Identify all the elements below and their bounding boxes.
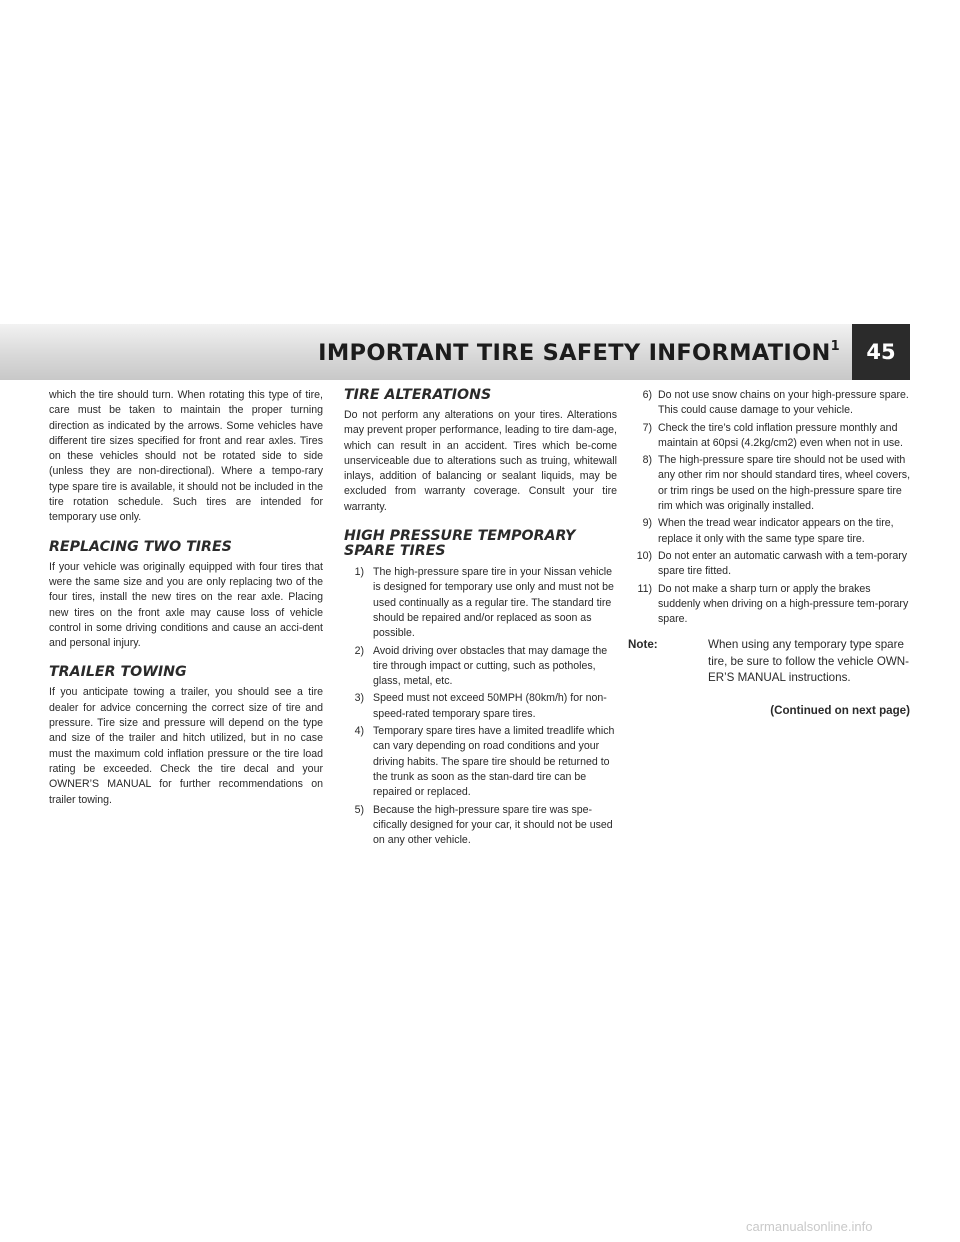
spare-tire-list-part2 — [628, 388, 912, 627]
list-item-text: When the tread wear indicator appears on the tire, replace it only with the same type spare tire. — [658, 517, 894, 545]
list-item-number: 10) — [636, 549, 652, 562]
list-item-number: 8) — [642, 454, 652, 467]
list-item — [628, 549, 912, 580]
list-item — [344, 691, 617, 722]
column-middle — [344, 388, 617, 850]
column-right — [628, 388, 912, 718]
list-item — [628, 582, 912, 628]
list-item-text: Speed must not exceed 50MPH (80km/h) for non-speed-rated temporary spare tires. — [373, 692, 607, 720]
column-left — [49, 388, 323, 808]
replacing-two-tires-paragraph: If your vehicle was originally equipped with four tires that were the same size and you are only replacing two of the four tires, install the new tires on the rear axle. Placing new tires on the front axle may cause loss of vehicle control in some driving conditions and cause an acci-dent and personal injury. — [49, 560, 323, 650]
list-item-text: Avoid driving over obstacles that may damage the tire through impact or cutting, such as potholes, glass, metal, etc. — [373, 644, 608, 688]
list-item-text: The high-pressure spare tire should not be used with any other rim nor should standard tires, wheel covers, or trim rings be used on the high-pressure spare tire rim which was originally installed. — [658, 454, 911, 513]
spare-tires-heading: HIGH PRESSURE TEMPORARY SPARE TIRES — [344, 528, 576, 560]
list-item — [344, 803, 617, 849]
note-text: When using any temporary type spare tire, be sure to follow the vehicle OWN-ER’S MANUAL instructions. — [708, 638, 910, 685]
list-item-number: 1) — [354, 566, 364, 579]
list-item-text: Do not use snow chains on your high-pressure spare. This could cause damage to your vehicle. — [658, 389, 909, 417]
list-item-number: 2) — [354, 644, 364, 657]
note-block — [628, 637, 912, 687]
list-item-text: Temporary spare tires have a limited treadlife which can vary depending on road conditions and your driving habits. The spare tire should be returned to the trunk as soon as the stan-dard tire can be repaired or replaced. — [373, 725, 615, 799]
tire-alterations-heading: TIRE ALTERATIONS — [344, 387, 492, 403]
list-item-text: Do not enter an automatic carwash with a tem-porary spare tire fitted. — [658, 549, 908, 578]
list-item-number: 9) — [642, 517, 652, 530]
list-item — [344, 644, 617, 690]
list-item-number: 6) — [642, 389, 652, 401]
list-item — [344, 724, 617, 800]
replacing-two-tires-heading: REPLACING TWO TIRES — [49, 538, 232, 555]
page-number: 45 — [852, 324, 910, 380]
continued-on-next-page: (Continued on next page) — [770, 703, 910, 717]
list-item-text: The high-pressure spare tire in your Nissan vehicle is designed for temporary use only and must not be used continually as a regular tire. The standard tire should be repaired and/or replaced as soon as possible. — [373, 566, 614, 640]
spare-tire-list-part1 — [344, 565, 617, 848]
list-item — [628, 421, 912, 452]
page-title-text: IMPORTANT TIRE SAFETY INFORMATION — [318, 340, 831, 366]
title-superscript: 1 — [830, 338, 840, 354]
list-item — [344, 565, 617, 641]
list-item-text: Because the high-pressure spare tire was spe-cifically designed for your car, it should not be used on any other vehicle. — [373, 803, 613, 847]
trailer-towing-paragraph: If you anticipate towing a trailer, you should see a tire dealer for advice concerning the correct size of tire and pressure. Tire size and pressure will depend on the type and size of the trailer and hitch utilized, but in no case must the maximum cold inflation pressure or the tire load rating be exceeded. Check the tire decal and your OWNER’S MANUAL for further recommendations on trailer towing. — [49, 686, 323, 806]
trailer-towing-heading: TRAILER TOWING — [49, 664, 187, 681]
list-item-text: Do not make a sharp turn or apply the brakes suddenly when driving on a high-pressure tem-porary spare. — [658, 582, 909, 626]
list-item — [628, 516, 912, 547]
rotation-continued-paragraph: which the tire should turn. When rotating this type of tire, care must be taken to maintain the proper turning direction as indicated by the arrows. Some vehicles have different tire sizes specified for front and rear axles. Tires on these vehicles should not be rotated side to side (unless they are non-directional). Where a tempo-rary type spare tire is available, it should not be included in the tire rotation schedule. Such tires are intended for temporary use only. — [49, 389, 323, 524]
page-title — [318, 340, 840, 366]
note-label: Note: — [628, 638, 658, 652]
list-item-number: 11) — [637, 582, 652, 595]
list-item-number: 5) — [354, 803, 364, 816]
list-item — [628, 453, 912, 514]
list-item-text: Check the tire’s cold inflation pressure monthly and maintain at 60psi (4.2kg/cm2) even when not in use. — [658, 421, 903, 449]
tire-alterations-paragraph: Do not perform any alterations on your tires. Alterations may prevent proper performance, leading to tire dam-age, which can result in an accident. Tires which be-come unserviceable due to alterations such as truing, whitewall inlays, addition of balancing or sealant liquids, may be excluded from warranty coverage. Consult your tire warranty. — [344, 409, 617, 513]
watermark-text: carmanualsonline.info — [746, 1219, 873, 1234]
list-item-number: 4) — [354, 725, 364, 738]
list-item — [628, 388, 912, 419]
list-item-number: 7) — [642, 421, 652, 434]
list-item-number: 3) — [354, 692, 364, 705]
